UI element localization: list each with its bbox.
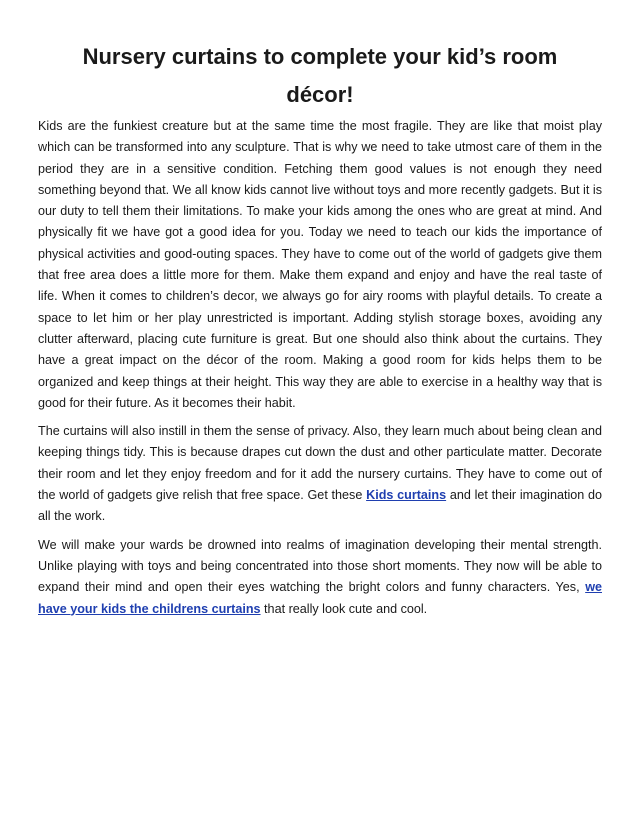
paragraph-2-text-end: and let their imagination do all the work. bbox=[38, 488, 602, 524]
paragraph-2-text-start: The curtains will also instill in them the sense of privacy. Also, they learn much about being clean and keeping things tidy. This is because drapes cut down the dust and other particulate matter. Decorate their room and let they enjoy freedom and for it add the nursery curtains. They have to come out of the world of gadgets give relish that free space. Get these bbox=[38, 424, 602, 503]
paragraph-1: Kids are the funkiest creature but at the same time the most fragile. They are like that moist play which can be transformed into any sculpture. That is why we need to take utmost care of them in the period they are in a sensitive condition. Fetching them good values is not enough they need something beyond that. We all know kids cannot live without toys and more recently gadgets. But it is our duty to tell them their limitations. To make your kids among the ones who are great at mind. And physically fit we have got a good idea for you. Today we need to teach our kids the importance of physical activities and good-outing spaces. They have to come out of the world of gadgets give them that free area does a little more for them. Make them expand and enjoy and have the real taste of life. When it comes to children’s decor, we always go for airy rooms with playful details. To create a space to let him or her play unrestricted is important. Adding stylish storage boxes, avoiding any clutter afterward, placing cute furniture is great. But one should also think about the curtains. They have a great impact on the décor of the room. Making a good room for kids helps them to be organized and keep things at their height. This way they are able to exercise in a healthy way that is good for their future. As it becomes their habit. bbox=[38, 119, 602, 410]
paragraph-3-text-end: that really look cute and cool. bbox=[260, 601, 428, 616]
paragraph-3-text-start: We will make your wards be drowned into realms of imagination developing their mental strength. Unlike playing with toys and being concentrated into those short moments. They now will be able to expand their mind and open their eyes watching the bright colors and funny characters. Yes, bbox=[38, 537, 602, 595]
document-page bbox=[38, 38, 602, 627]
paragraph-3 bbox=[38, 535, 602, 620]
kids-curtains-link[interactable]: Kids curtains bbox=[366, 488, 447, 503]
page-title: Nursery curtains to complete your kid’s room décor! bbox=[82, 44, 558, 107]
paragraph-2 bbox=[38, 421, 602, 527]
childrens-curtains-link[interactable]: we have your kids the childrens curtains bbox=[38, 580, 602, 616]
